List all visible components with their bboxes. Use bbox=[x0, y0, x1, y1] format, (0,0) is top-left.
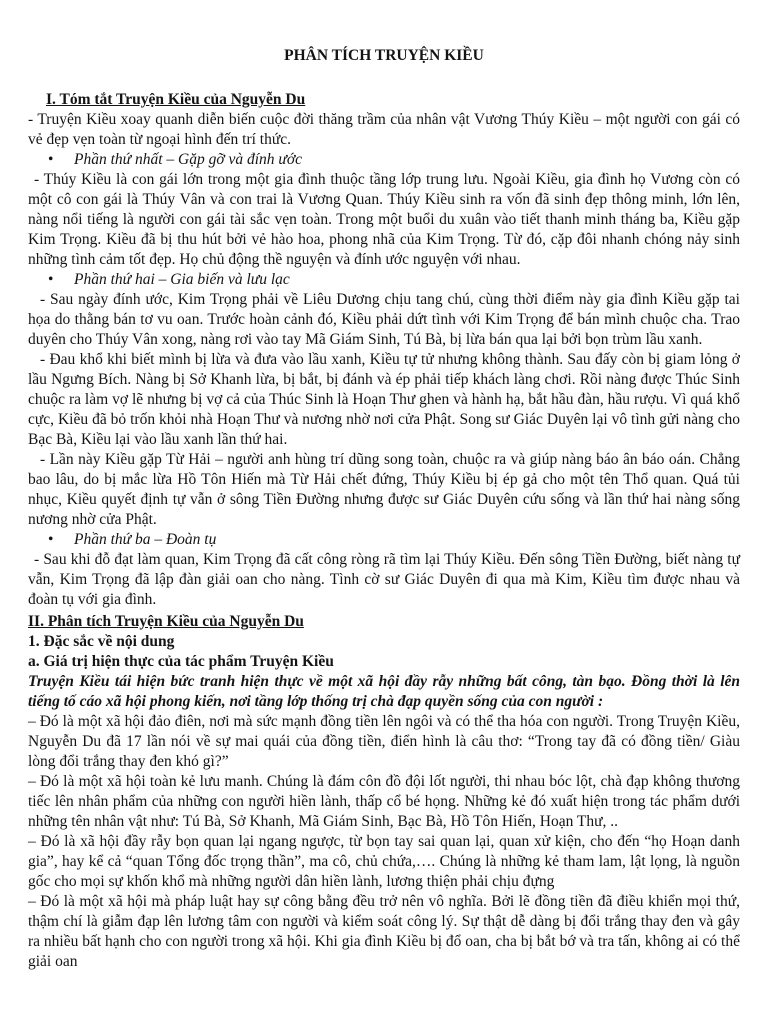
part-3-title: Phần thứ ba – Đoàn tụ bbox=[74, 531, 217, 548]
section-2-heading: II. Phân tích Truyện Kiều của Nguyễn Du bbox=[28, 613, 304, 630]
part-3-bullet bbox=[48, 530, 740, 550]
section-2-subheading-1: 1. Đặc sắc về nội dung bbox=[28, 633, 175, 650]
part-2-paragraph-3: - Lần này Kiều gặp Từ Hải – người anh hùng trí dũng song toàn, chuộc ra và giúp nàng báo ân báo oán. Chẳng bao lâu, do bị mắc lừa Hồ Tôn Hiến mà Từ Hải chết đứng, Thúy Kiều bị ép gả cho một tên Thổ quan. Quá tủi nhục, Kiều quyết định tự vẫn ở sông Tiền Đường nhưng được sư Giác Duyên cứu sống và lần thứ hai nàng sống nương nhờ cửa Phật. bbox=[28, 451, 740, 528]
part-1-title: Phần thứ nhất – Gặp gỡ và đính ước bbox=[74, 151, 303, 168]
section-1-heading: I. Tóm tắt Truyện Kiều của Nguyễn Du bbox=[46, 91, 306, 108]
part-2-bullet bbox=[48, 270, 740, 290]
section-2-paragraph-1: – Đó là một xã hội đảo điên, nơi mà sức mạnh đồng tiền lên ngôi và có thể tha hóa con người. Trong Truyện Kiều, Nguyễn Du đã 17 lần nói về sự mai quái của đồng tiền, điển hình là câu thơ: “Trong tay đã có đồng tiền/ Giàu lòng đổi trắng thay đen khó gì?” bbox=[28, 713, 740, 770]
document-title: PHÂN TÍCH TRUYỆN KIỀU bbox=[284, 47, 484, 64]
bullet-icon: • bbox=[48, 531, 54, 548]
part-2-paragraph-2: - Đau khổ khi biết mình bị lừa và đưa vào lầu xanh, Kiều tự tử nhưng không thành. Sau đấy còn bị giam lỏng ở lầu Ngưng Bích. Nàng bị Sở Khanh lừa, bị bắt, bị đánh và ép phải tiếp khách làng chơi. Rồi nàng được Thúc Sinh chuộc ra làm vợ lẽ nhưng bị vợ cả của Thúc Sinh là Hoạn Thư ghen và hành hạ, bắt hầu đàn, hầu rượu. Vì quá khổ cực, Kiều đã bỏ trốn khỏi nhà Hoạn Thư và nương nhờ nơi cửa Phật. Song sư Giác Duyên lại vô tình gửi nàng cho Bạc Bà, Kiều lại vào lầu xanh lần thứ hai. bbox=[28, 351, 740, 448]
section-1-intro: - Truyện Kiều xoay quanh diễn biến cuộc đời thăng trầm của nhân vật Vương Thúy Kiều – một người con gái có vẻ đẹp vẹn toàn từ ngoại hình đến trí thức. bbox=[28, 111, 740, 148]
bullet-icon: • bbox=[48, 151, 54, 168]
section-2-paragraph-4: – Đó là một xã hội mà pháp luật hay sự công bằng đều trở nên vô nghĩa. Bởi lẽ đồng tiền đã điều khiển mọi thứ, thậm chí là giẫm đạp lên lương tâm con người và kiểm soát công lý. Sự thật dễ dàng bị đổi trắng thay đen và gây ra nhiều bất hạnh cho con người trong xã hội. Khi gia đình Kiều bị đổ oan, cha bị bắt bớ và tra tấn, không ai có thể giải oan bbox=[28, 893, 740, 970]
part-1-bullet bbox=[48, 150, 740, 170]
part-2-paragraph-1: - Sau ngày đính ước, Kim Trọng phải về Liêu Dương chịu tang chú, cùng thời điểm này gia đình Kiều gặp tai họa do thằng bán tơ vu oan. Trước hoàn cảnh đó, Kiều phải dứt tình với Kim Trọng để bán mình chuộc cha. Trao duyên cho Thúy Vân xong, nàng rơi vào tay Mã Giám Sinh, Tú Bà, bị lừa bán qua lại bởi bọn trùm lầu xanh. bbox=[28, 291, 740, 348]
part-2-title: Phần thứ hai – Gia biến và lưu lạc bbox=[74, 271, 290, 288]
bullet-icon: • bbox=[48, 271, 54, 288]
part-3-paragraph: - Sau khi đỗ đạt làm quan, Kim Trọng đã cất công ròng rã tìm lại Thúy Kiều. Đến sông Tiền Đường, biết nàng tự vẫn, Kim Trọng đã lập đàn giải oan cho nàng. Tình cờ sư Giác Duyên đi qua mà Kim, Kiều tìm được nhau và đoàn tụ với gia đình. bbox=[28, 551, 740, 608]
section-2-lead: Truyện Kiều tái hiện bức tranh hiện thực về một xã hội đầy rẫy những bất công, tàn bạo. Đồng thời là lên tiếng tố cáo xã hội phong kiến, nơi tầng lớp thống trị chà đạp quyền sống của con người : bbox=[28, 673, 740, 710]
part-1-paragraph: - Thúy Kiều là con gái lớn trong một gia đình thuộc tầng lớp trung lưu. Ngoài Kiều, gia đình họ Vương còn có một cô con gái là Thúy Vân và con trai là Vương Quan. Thúy Kiều sinh ra vốn đã sinh đẹp thông minh, lớn lên, nàng nổi tiếng là người con gái tài sắc vẹn toàn. Trong một buổi du xuân vào tiết thanh minh tháng ba, Kiều gặp Kim Trọng. Kiều đã bị thu hút bởi vẻ hào hoa, phong nhã của Kim Trọng. Từ đó, cặp đôi nhanh chóng nảy sinh những tình cảm tốt đẹp. Họ chủ động thề nguyện và đính ước nguyện với nhau. bbox=[28, 171, 740, 268]
section-2-paragraph-2: – Đó là một xã hội toàn kẻ lưu manh. Chúng là đám côn đồ đội lốt người, thi nhau bóc lột, chà đạp không thương tiếc lên nhân phẩm của những con người hiền lành, thấp cổ bé họng. Những kẻ đó xuất hiện trong tác phẩm dưới những tên nhân vật như: Tú Bà, Sở Khanh, Mã Giám Sinh, Bạc Bà, Hồ Tôn Hiến, Hoạn Thư, .. bbox=[28, 773, 740, 830]
section-2-subheading-1a: a. Giá trị hiện thực của tác phẩm Truyện Kiều bbox=[28, 653, 334, 670]
section-2-paragraph-3: – Đó là xã hội đầy rẫy bọn quan lại ngang ngược, từ bọn tay sai quan lại, quan xử kiện, cho đến “họ Hoạn danh gia”, hay kể cả “quan Tổng đốc trọng thần”, ma cô, chủ chứa,…. Chúng là những kẻ tham lam, lật lọng, là nguồn gốc cho mọi sự khốn khổ mà những người dân hiền lành, lương thiện phải chịu đựng bbox=[28, 833, 740, 890]
